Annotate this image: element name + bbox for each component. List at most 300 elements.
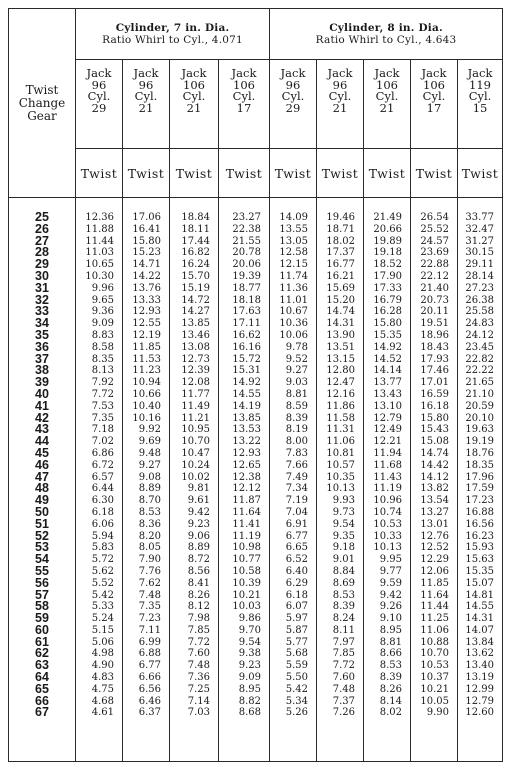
twist-value: 8.53 <box>332 589 355 601</box>
twist-value: 15.07 <box>465 577 495 589</box>
column-header-line: Jack <box>421 66 447 80</box>
group-ratio: Ratio Whirl to Cyl., 4.071 <box>102 34 243 46</box>
twist-value: 7.37 <box>332 695 355 707</box>
twist-value: 10.57 <box>326 459 355 471</box>
gear-value: 62 <box>35 646 49 661</box>
twist-value: 9.59 <box>379 577 402 589</box>
column-header-line: 21 <box>379 100 395 115</box>
twist-value: 11.85 <box>132 341 161 353</box>
twist-value: 14.92 <box>232 377 261 389</box>
twist-value: 12.08 <box>181 377 210 389</box>
twist-value-column <box>364 198 411 762</box>
twist-value: 10.81 <box>326 447 355 459</box>
column-header-line: 106 <box>233 77 255 92</box>
twist-value: 10.06 <box>279 329 308 341</box>
twist-value: 6.46 <box>138 695 161 707</box>
twist-value: 10.36 <box>279 318 308 330</box>
twist-value: 8.84 <box>332 565 355 577</box>
twist-value: 18.71 <box>326 223 355 235</box>
column-header-line: 119 <box>469 77 491 92</box>
twist-value: 17.33 <box>373 282 402 294</box>
twist-value: 18.77 <box>232 282 261 294</box>
twist-value: 7.03 <box>187 707 210 719</box>
twist-change-gear-table <box>8 8 503 762</box>
column-header-row <box>9 60 503 149</box>
twist-value: 8.11 <box>332 624 355 636</box>
twist-value: 10.24 <box>181 459 210 471</box>
twist-value: 18.43 <box>420 341 449 353</box>
twist-value: 11.49 <box>181 400 210 412</box>
twist-value: 10.58 <box>232 565 261 577</box>
twist-value: 7.85 <box>332 648 355 660</box>
twist-value: 10.40 <box>132 400 161 412</box>
twist-value: 4.98 <box>91 648 114 660</box>
twist-value: 4.68 <box>91 695 114 707</box>
twist-value: 8.95 <box>379 624 402 636</box>
twist-value: 13.46 <box>181 329 210 341</box>
twist-value: 10.77 <box>232 554 261 566</box>
twist-value: 30.15 <box>465 247 495 259</box>
twist-value: 11.85 <box>420 577 449 589</box>
twist-value: 8.36 <box>138 518 161 530</box>
twist-value: 13.84 <box>465 636 495 648</box>
twist-value: 7.72 <box>187 636 210 648</box>
twist-value: 13.77 <box>373 377 402 389</box>
twist-value: 28.14 <box>465 270 495 282</box>
twist-value: 10.53 <box>373 518 402 530</box>
gear-column <box>9 198 76 762</box>
twist-value: 18.76 <box>465 447 495 459</box>
twist-value: 14.74 <box>420 447 449 459</box>
twist-value: 10.70 <box>420 648 449 660</box>
twist-value: 5.15 <box>91 624 114 636</box>
twist-value: 8.89 <box>138 483 161 495</box>
twist-value: 12.58 <box>279 247 308 259</box>
twist-value: 13.62 <box>465 648 495 660</box>
twist-value: 9.09 <box>238 672 261 684</box>
twist-value: 15.63 <box>465 554 495 566</box>
gear-value: 39 <box>35 375 49 390</box>
column-header-line: 29 <box>285 100 301 115</box>
twist-value: 7.14 <box>187 695 210 707</box>
twist-value: 9.54 <box>332 518 355 530</box>
twist-value: 8.39 <box>285 412 308 424</box>
gear-value: 55 <box>35 563 49 578</box>
twist-value: 5.83 <box>91 542 114 554</box>
twist-value: 6.44 <box>91 483 114 495</box>
twist-value: 10.66 <box>132 388 161 400</box>
twist-value: 10.53 <box>420 660 449 672</box>
twist-value: 10.13 <box>373 542 402 554</box>
twist-value-column <box>76 198 123 762</box>
twist-value: 10.70 <box>181 436 210 448</box>
twist-value: 24.57 <box>420 235 449 247</box>
twist-value: 9.54 <box>238 636 261 648</box>
gear-value: 48 <box>35 481 49 496</box>
twist-value: 13.05 <box>279 235 308 247</box>
gear-value: 27 <box>35 233 49 248</box>
column-header <box>458 60 503 149</box>
twist-value: 14.12 <box>420 471 449 483</box>
twist-value: 11.01 <box>279 294 308 306</box>
column-header-line: Cyl. <box>232 89 256 103</box>
twist-value: 14.55 <box>465 601 495 613</box>
twist-value: 13.43 <box>373 388 402 400</box>
gear-value: 60 <box>35 622 49 637</box>
group-title: Cylinder, 7 in. Dia. <box>115 22 230 34</box>
twist-value: 14.42 <box>420 459 449 471</box>
gear-value: 65 <box>35 681 49 696</box>
twist-value: 8.02 <box>379 707 402 719</box>
twist-value: 15.80 <box>132 235 161 247</box>
twist-value: 19.39 <box>232 270 261 282</box>
column-header-line: 21 <box>186 100 202 115</box>
column-header-line: 96 <box>138 77 154 92</box>
twist-value: 23.27 <box>232 212 261 223</box>
twist-value: 7.76 <box>138 565 161 577</box>
twist-value: 8.05 <box>138 542 161 554</box>
twist-value: 10.02 <box>181 471 210 483</box>
column-header-line: Cyl. <box>134 89 158 103</box>
twist-value: 11.06 <box>326 436 355 448</box>
twist-value: 5.06 <box>91 636 114 648</box>
gear-value: 43 <box>35 422 49 437</box>
column-header <box>219 60 270 149</box>
twist-value-column <box>458 198 503 762</box>
gear-value: 52 <box>35 528 49 543</box>
twist-value: 7.04 <box>285 506 308 518</box>
twist-value: 19.63 <box>465 424 495 436</box>
twist-value: 9.09 <box>91 318 114 330</box>
twist-value: 16.79 <box>373 294 402 306</box>
twist-value: 12.52 <box>420 542 449 554</box>
twist-value: 16.88 <box>465 506 495 518</box>
twist-value: 5.77 <box>285 636 308 648</box>
twist-value: 18.84 <box>181 212 210 223</box>
twist-value: 8.41 <box>187 577 210 589</box>
twist-value: 6.99 <box>138 636 161 648</box>
twist-value: 21.10 <box>465 388 495 400</box>
twist-value: 6.65 <box>285 542 308 554</box>
gear-value: 51 <box>35 516 49 531</box>
twist-value: 7.72 <box>332 660 355 672</box>
twist-value: 14.81 <box>465 589 495 601</box>
twist-value: 11.21 <box>181 412 210 424</box>
twist-value: 7.35 <box>138 601 161 613</box>
twist-value: 11.58 <box>326 412 355 424</box>
column-header-line: 106 <box>183 77 205 92</box>
twist-value: 7.62 <box>138 577 161 589</box>
row-header-line: Change <box>18 95 66 110</box>
row-header-line: Gear <box>27 108 57 123</box>
twist-value: 25.58 <box>465 306 495 318</box>
twist-value: 16.16 <box>232 341 261 353</box>
twist-value: 11.36 <box>279 282 308 294</box>
twist-value: 7.72 <box>91 388 114 400</box>
twist-value: 15.31 <box>232 365 261 377</box>
twist-value: 21.49 <box>373 212 402 223</box>
twist-value: 11.64 <box>232 506 261 518</box>
twist-value: 10.37 <box>420 672 449 684</box>
twist-value: 6.77 <box>138 660 161 672</box>
column-header-line: Jack <box>133 66 159 80</box>
column-header-line: 21 <box>138 100 154 115</box>
twist-value: 11.86 <box>326 400 355 412</box>
twist-value: 10.30 <box>85 270 114 282</box>
twist-value: 6.52 <box>285 554 308 566</box>
twist-value: 15.70 <box>181 270 210 282</box>
column-header-line: 96 <box>285 77 301 92</box>
twist-value: 9.27 <box>138 459 161 471</box>
column-header-line: Jack <box>181 66 207 80</box>
twist-value: 25.52 <box>420 223 449 235</box>
twist-value: 14.19 <box>232 400 261 412</box>
twist-value: 7.98 <box>187 613 210 625</box>
twist-value: 12.38 <box>232 471 261 483</box>
column-header-line: Jack <box>280 66 306 80</box>
column-header-line: Jack <box>374 66 400 80</box>
gear-value: 64 <box>35 670 49 685</box>
twist-value: 6.88 <box>138 648 161 660</box>
column-header-line: Cyl. <box>281 89 305 103</box>
column-header-line: Jack <box>467 66 493 80</box>
twist-value: 7.53 <box>91 400 114 412</box>
twist-value: 8.72 <box>187 554 210 566</box>
twist-value: 18.96 <box>420 329 449 341</box>
twist-value: 10.39 <box>232 577 261 589</box>
twist-value: 6.77 <box>285 530 308 542</box>
twist-value: 13.90 <box>326 329 355 341</box>
twist-value: 12.65 <box>232 459 261 471</box>
twist-value: 13.27 <box>420 506 449 518</box>
gear-value: 34 <box>35 316 49 331</box>
twist-value: 11.19 <box>232 530 261 542</box>
twist-value: 17.01 <box>420 377 449 389</box>
twist-value: 16.56 <box>465 518 495 530</box>
twist-value: 11.74 <box>279 270 308 282</box>
twist-value: 13.40 <box>465 660 495 672</box>
twist-value: 20.66 <box>373 223 402 235</box>
twist-value: 15.08 <box>420 436 449 448</box>
twist-value: 17.59 <box>465 483 495 495</box>
twist-value: 9.01 <box>332 554 355 566</box>
twist-value: 8.35 <box>91 353 114 365</box>
gear-value: 38 <box>35 363 49 378</box>
column-header-line: Jack <box>327 66 353 80</box>
twist-value: 12.60 <box>465 707 495 719</box>
gear-value: 35 <box>35 327 49 342</box>
twist-value: 8.56 <box>187 565 210 577</box>
twist-value: 14.07 <box>465 624 495 636</box>
twist-value: 4.61 <box>91 707 114 719</box>
column-header-line: Cyl. <box>328 89 352 103</box>
column-header <box>317 60 364 149</box>
twist-value: 8.53 <box>138 506 161 518</box>
twist-value: 5.26 <box>285 707 308 719</box>
twist-value: 4.83 <box>91 672 114 684</box>
twist-value: 7.85 <box>187 624 210 636</box>
column-header-line: 15 <box>472 100 488 115</box>
twist-value: 7.19 <box>285 495 308 507</box>
twist-value: 9.48 <box>138 447 161 459</box>
twist-value: 12.36 <box>85 212 114 223</box>
twist-value: 5.52 <box>91 577 114 589</box>
twist-value: 27.23 <box>465 282 495 294</box>
twist-value: 11.25 <box>420 613 449 625</box>
twist-value: 17.93 <box>420 353 449 365</box>
twist-value: 13.55 <box>279 223 308 235</box>
twist-value: 15.20 <box>326 294 355 306</box>
gear-value: 49 <box>35 493 49 508</box>
twist-value: 11.06 <box>420 624 449 636</box>
twist-value: 5.72 <box>91 554 114 566</box>
twist-value: 18.02 <box>326 235 355 247</box>
twist-value: 16.82 <box>181 247 210 259</box>
twist-value: 5.42 <box>285 683 308 695</box>
twist-value: 9.77 <box>379 565 402 577</box>
twist-value: 8.39 <box>332 601 355 613</box>
twist-value: 9.52 <box>285 353 308 365</box>
gear-value: 54 <box>35 552 49 567</box>
twist-value: 10.74 <box>373 506 402 518</box>
twist-value: 13.51 <box>326 341 355 353</box>
twist-value: 5.24 <box>91 613 114 625</box>
twist-value: 16.18 <box>420 400 449 412</box>
gear-value: 63 <box>35 658 49 673</box>
twist-value: 7.60 <box>332 672 355 684</box>
twist-value: 12.19 <box>132 329 161 341</box>
twist-value: 20.78 <box>232 247 261 259</box>
twist-value: 11.03 <box>85 247 114 259</box>
twist-value: 6.72 <box>91 459 114 471</box>
twist-value: 13.15 <box>326 353 355 365</box>
twist-value: 24.12 <box>465 329 495 341</box>
twist-value: 12.49 <box>373 424 402 436</box>
twist-value: 16.77 <box>326 259 355 271</box>
twist-value: 12.06 <box>420 565 449 577</box>
gear-value: 42 <box>35 410 49 425</box>
gear-value: 58 <box>35 599 49 614</box>
twist-value: 9.70 <box>238 624 261 636</box>
twist-value: 12.79 <box>465 695 495 707</box>
twist-value: 9.35 <box>332 530 355 542</box>
twist-value: 8.81 <box>285 388 308 400</box>
twist-value: 9.27 <box>285 365 308 377</box>
twist-value: 17.90 <box>373 270 402 282</box>
group-header-7in <box>76 9 270 60</box>
twist-value: 7.48 <box>138 589 161 601</box>
twist-value: 26.38 <box>465 294 495 306</box>
twist-value: 8.69 <box>332 577 355 589</box>
twist-value: 7.48 <box>187 660 210 672</box>
twist-value: 5.33 <box>91 601 114 613</box>
twist-value: 9.18 <box>332 542 355 554</box>
twist-value: 10.98 <box>232 542 261 554</box>
gear-value: 61 <box>35 634 49 649</box>
twist-value: 9.86 <box>238 613 261 625</box>
twist-value: 21.55 <box>232 235 261 247</box>
twist-value: 6.18 <box>91 506 114 518</box>
twist-value: 19.51 <box>420 318 449 330</box>
twist-value: 8.13 <box>91 365 114 377</box>
twist-value: 10.16 <box>132 412 161 424</box>
gear-value: 40 <box>35 386 49 401</box>
twist-value: 9.26 <box>379 601 402 613</box>
twist-value: 10.33 <box>373 530 402 542</box>
twist-value: 5.42 <box>91 589 114 601</box>
row-header-line: Twist <box>25 82 59 97</box>
twist-value: 32.47 <box>465 223 495 235</box>
twist-value: 7.25 <box>187 683 210 695</box>
twist-value: 12.47 <box>326 377 355 389</box>
column-header <box>411 60 458 149</box>
twist-value: 7.90 <box>138 554 161 566</box>
twist-value: 5.87 <box>285 624 308 636</box>
twist-value: 5.62 <box>91 565 114 577</box>
twist-value: 12.16 <box>326 388 355 400</box>
twist-value: 14.22 <box>132 270 161 282</box>
twist-value: 23.45 <box>465 341 495 353</box>
twist-value: 17.06 <box>132 212 161 223</box>
twist-value: 7.26 <box>332 707 355 719</box>
group-title: Cylinder, 8 in. Dia. <box>329 22 443 34</box>
twist-value: 19.89 <box>373 235 402 247</box>
twist-value: 14.55 <box>232 388 261 400</box>
twist-value: 7.83 <box>285 447 308 459</box>
twist-value: 8.53 <box>379 660 402 672</box>
twist-value: 9.03 <box>285 377 308 389</box>
twist-value: 6.06 <box>91 518 114 530</box>
column-header-line: 21 <box>332 100 348 115</box>
twist-value: 11.41 <box>232 518 261 530</box>
twist-value: 13.08 <box>181 341 210 353</box>
twist-value: 8.00 <box>285 436 308 448</box>
twist-value: 20.11 <box>420 306 449 318</box>
twist-value: 12.93 <box>232 447 261 459</box>
twist-value: 6.66 <box>138 672 161 684</box>
twist-value: 12.73 <box>181 353 210 365</box>
gear-value: 30 <box>35 268 49 283</box>
twist-value: 13.01 <box>420 518 449 530</box>
twist-value: 8.58 <box>91 341 114 353</box>
twist-label: Twist <box>123 149 170 198</box>
twist-value: 7.48 <box>332 683 355 695</box>
twist-value: 15.80 <box>420 412 449 424</box>
twist-value: 10.21 <box>232 589 261 601</box>
twist-value: 12.21 <box>373 436 402 448</box>
twist-value: 17.96 <box>465 471 495 483</box>
twist-value: 11.43 <box>373 471 402 483</box>
twist-label: Twist <box>364 149 411 198</box>
twist-value: 14.71 <box>132 259 161 271</box>
twist-value: 13.53 <box>232 424 261 436</box>
twist-value: 10.35 <box>326 471 355 483</box>
twist-value: 8.89 <box>187 542 210 554</box>
gear-value: 37 <box>35 351 49 366</box>
twist-value: 14.31 <box>465 613 495 625</box>
twist-value: 16.59 <box>420 388 449 400</box>
twist-value-column <box>317 198 364 762</box>
twist-value: 18.35 <box>465 459 495 471</box>
twist-value: 12.39 <box>181 365 210 377</box>
gear-value: 31 <box>35 280 49 295</box>
group-header-8in <box>270 9 503 60</box>
twist-value: 11.77 <box>181 388 210 400</box>
twist-value: 15.43 <box>420 424 449 436</box>
twist-value: 8.26 <box>187 589 210 601</box>
column-header-line: Cyl. <box>182 89 206 103</box>
gear-value: 46 <box>35 457 49 472</box>
